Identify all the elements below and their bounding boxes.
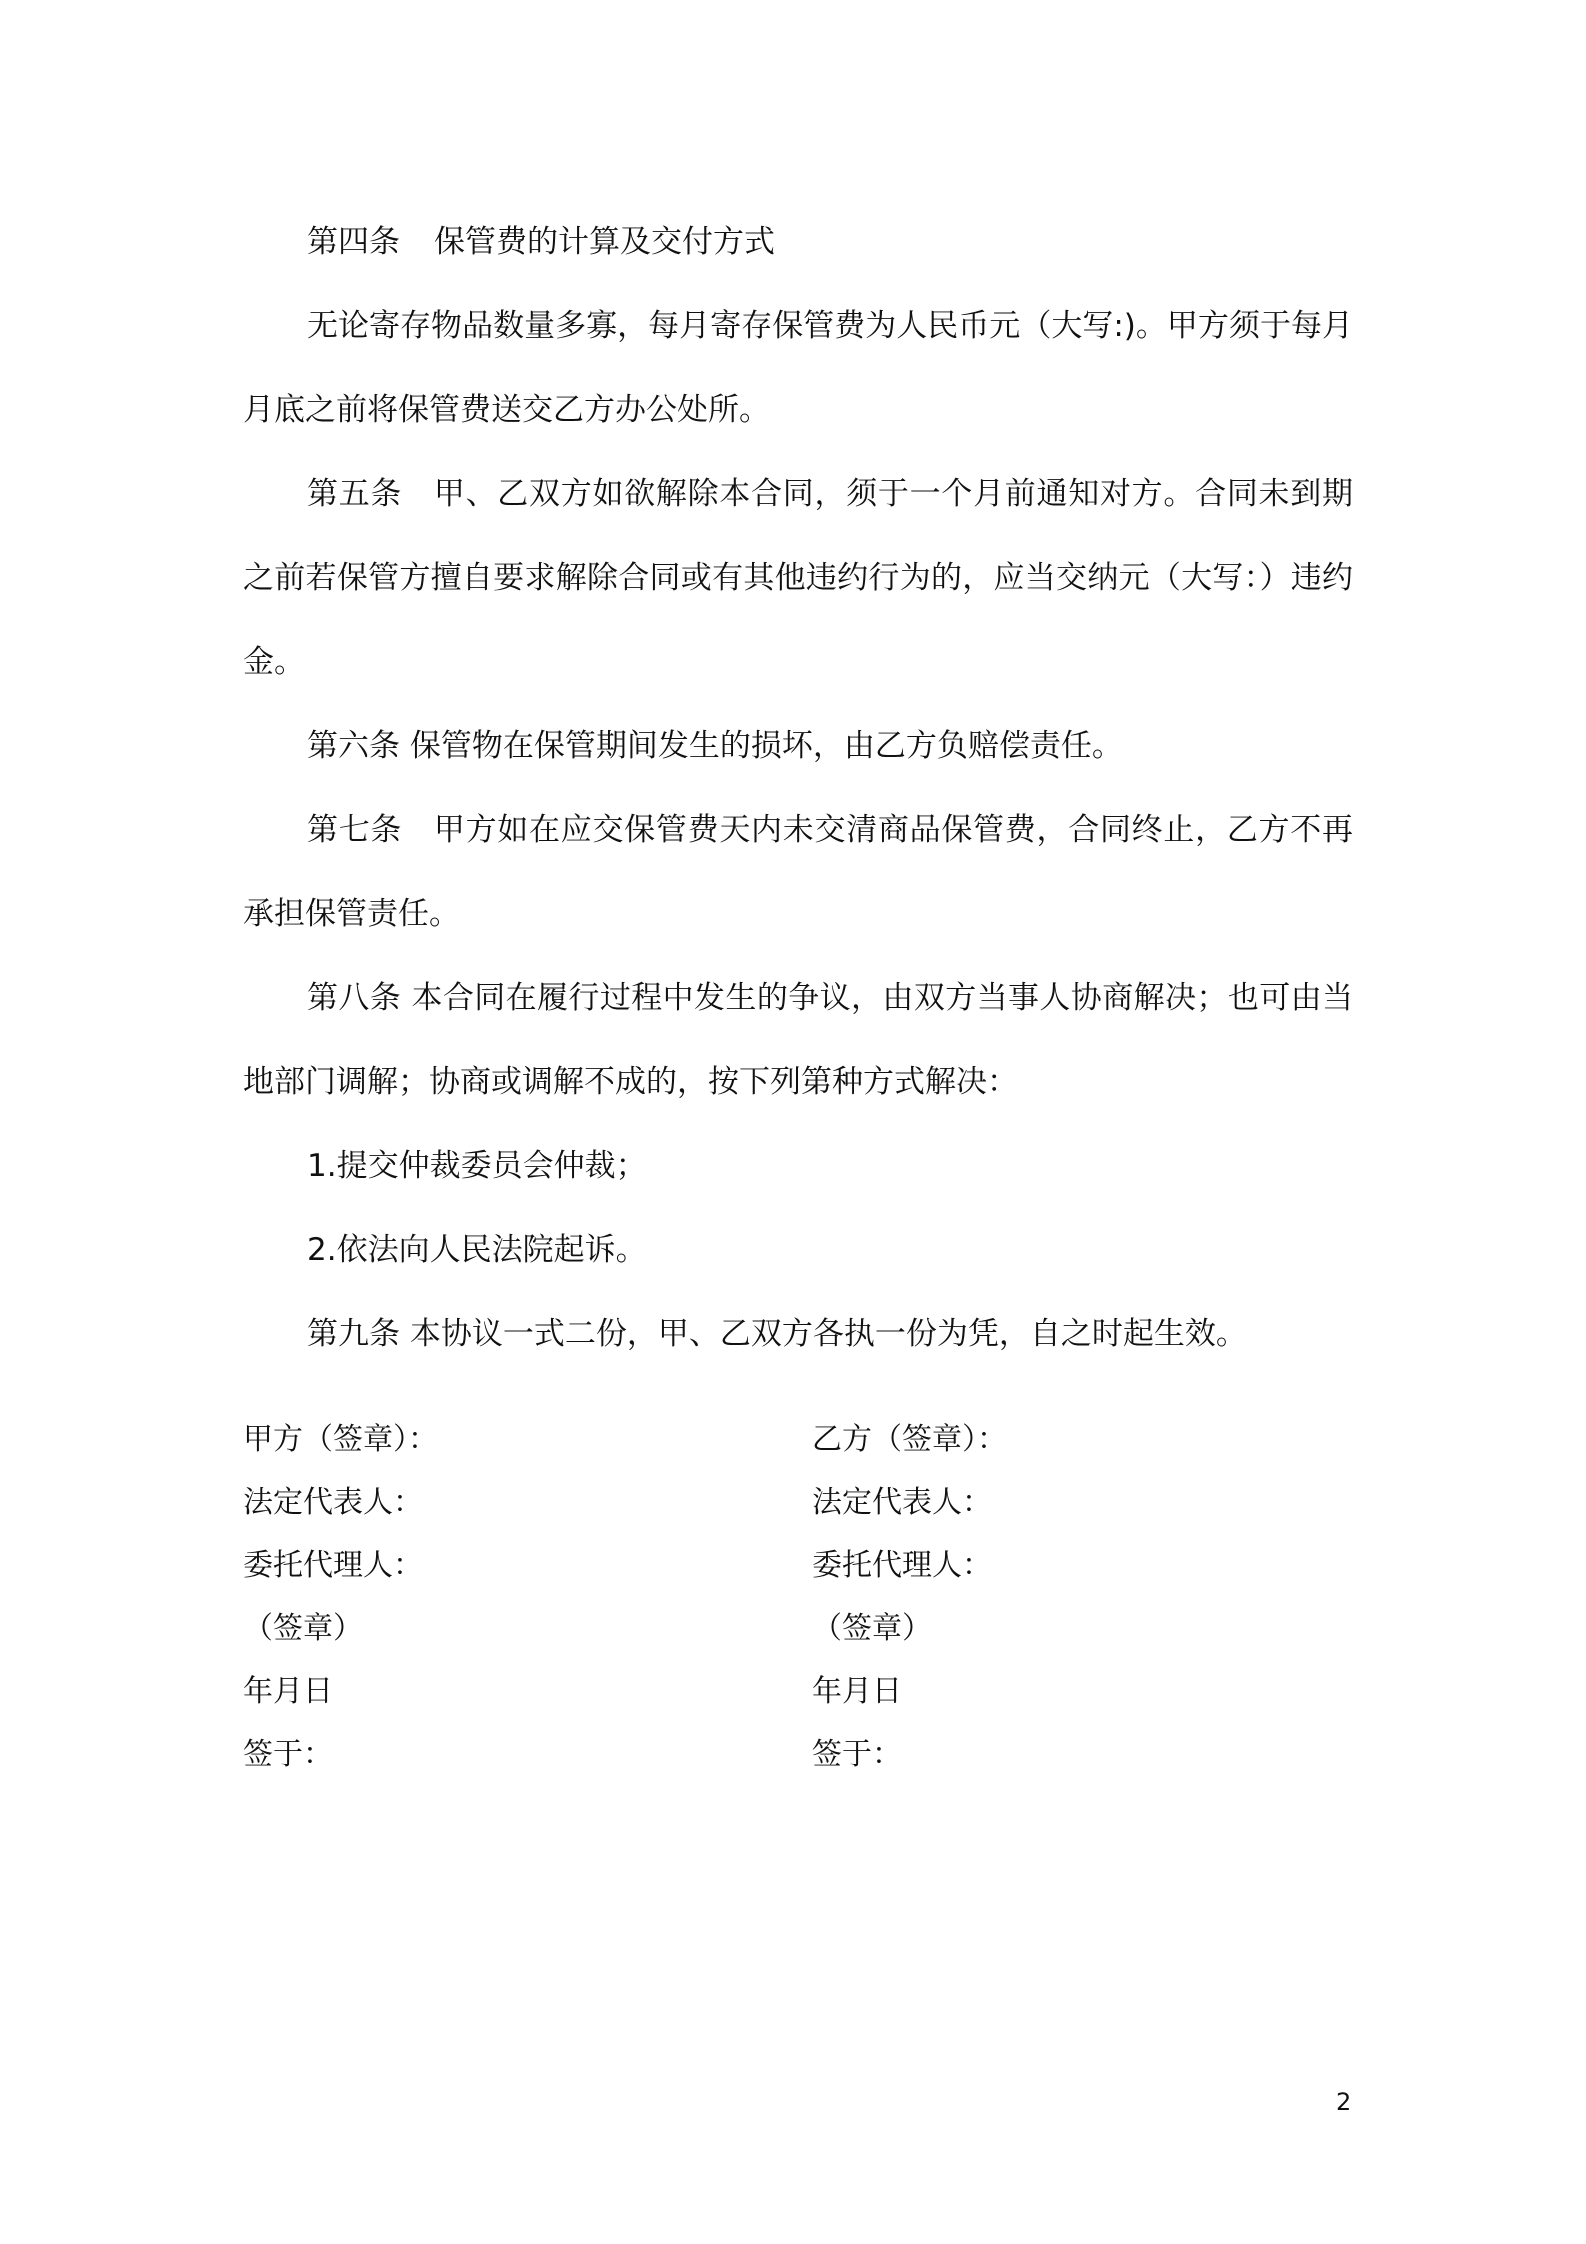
article-8: 第八条 本合同在履行过程中发生的争议，由双方当事人协商解决；也可由当地部门调解；协商或调解不成的，按下列第种方式解决： — [243, 980, 1353, 1100]
article-title: 保管费的计算及交付方式 — [434, 224, 775, 260]
article-8-option-2: 2.依法向人民法院起诉。 — [307, 1232, 647, 1268]
article-4-body: 无论寄存物品数量多寡，每月寄存保管费为人民币元（大写:)。甲方须于每月月底之前将保管费送交乙方办公处所。 — [243, 308, 1353, 428]
article-5: 第五条 甲、乙双方如欲解除本合同，须于一个月前通知对方。合同未到期之前若保管方擅自要求解除合同或有其他违约行为的，应当交纳元（大写：）违约金。 — [243, 476, 1353, 680]
party-b-place: 签于： — [812, 1737, 902, 1772]
party-b-agent-seal: （签章） — [812, 1611, 932, 1646]
party-a-agent-seal: （签章） — [243, 1611, 363, 1646]
page-number: 2 — [1336, 2088, 1352, 2116]
article-9: 第九条 本协议一式二份，甲、乙双方各执一份为凭，自之时起生效。 — [307, 1316, 1247, 1352]
article-4-title — [243, 200, 1353, 284]
party-b-seal: 乙方（签章）： — [812, 1422, 1007, 1457]
article-number: 第四条 — [307, 224, 400, 260]
party-a-agent: 委托代理人： — [243, 1548, 423, 1583]
contract-body — [243, 200, 1353, 1376]
party-a-representative: 法定代表人： — [243, 1485, 423, 1520]
party-b-representative: 法定代表人： — [812, 1485, 992, 1520]
article-7: 第七条 甲方如在应交保管费天内未交清商品保管费，合同终止，乙方不再承担保管责任。 — [243, 812, 1353, 932]
party-a-seal: 甲方（签章）： — [243, 1422, 438, 1457]
article-8-option-1: 1.提交仲裁委员会仲裁； — [307, 1148, 647, 1184]
party-b-signature-block — [812, 1408, 1007, 1786]
party-b-date: 年月日 — [812, 1674, 902, 1709]
party-b-agent: 委托代理人： — [812, 1548, 992, 1583]
party-a-signature-block — [243, 1408, 438, 1786]
party-a-place: 签于： — [243, 1737, 333, 1772]
party-a-date: 年月日 — [243, 1674, 333, 1709]
article-6: 第六条 保管物在保管期间发生的损坏，由乙方负赔偿责任。 — [307, 728, 1123, 764]
